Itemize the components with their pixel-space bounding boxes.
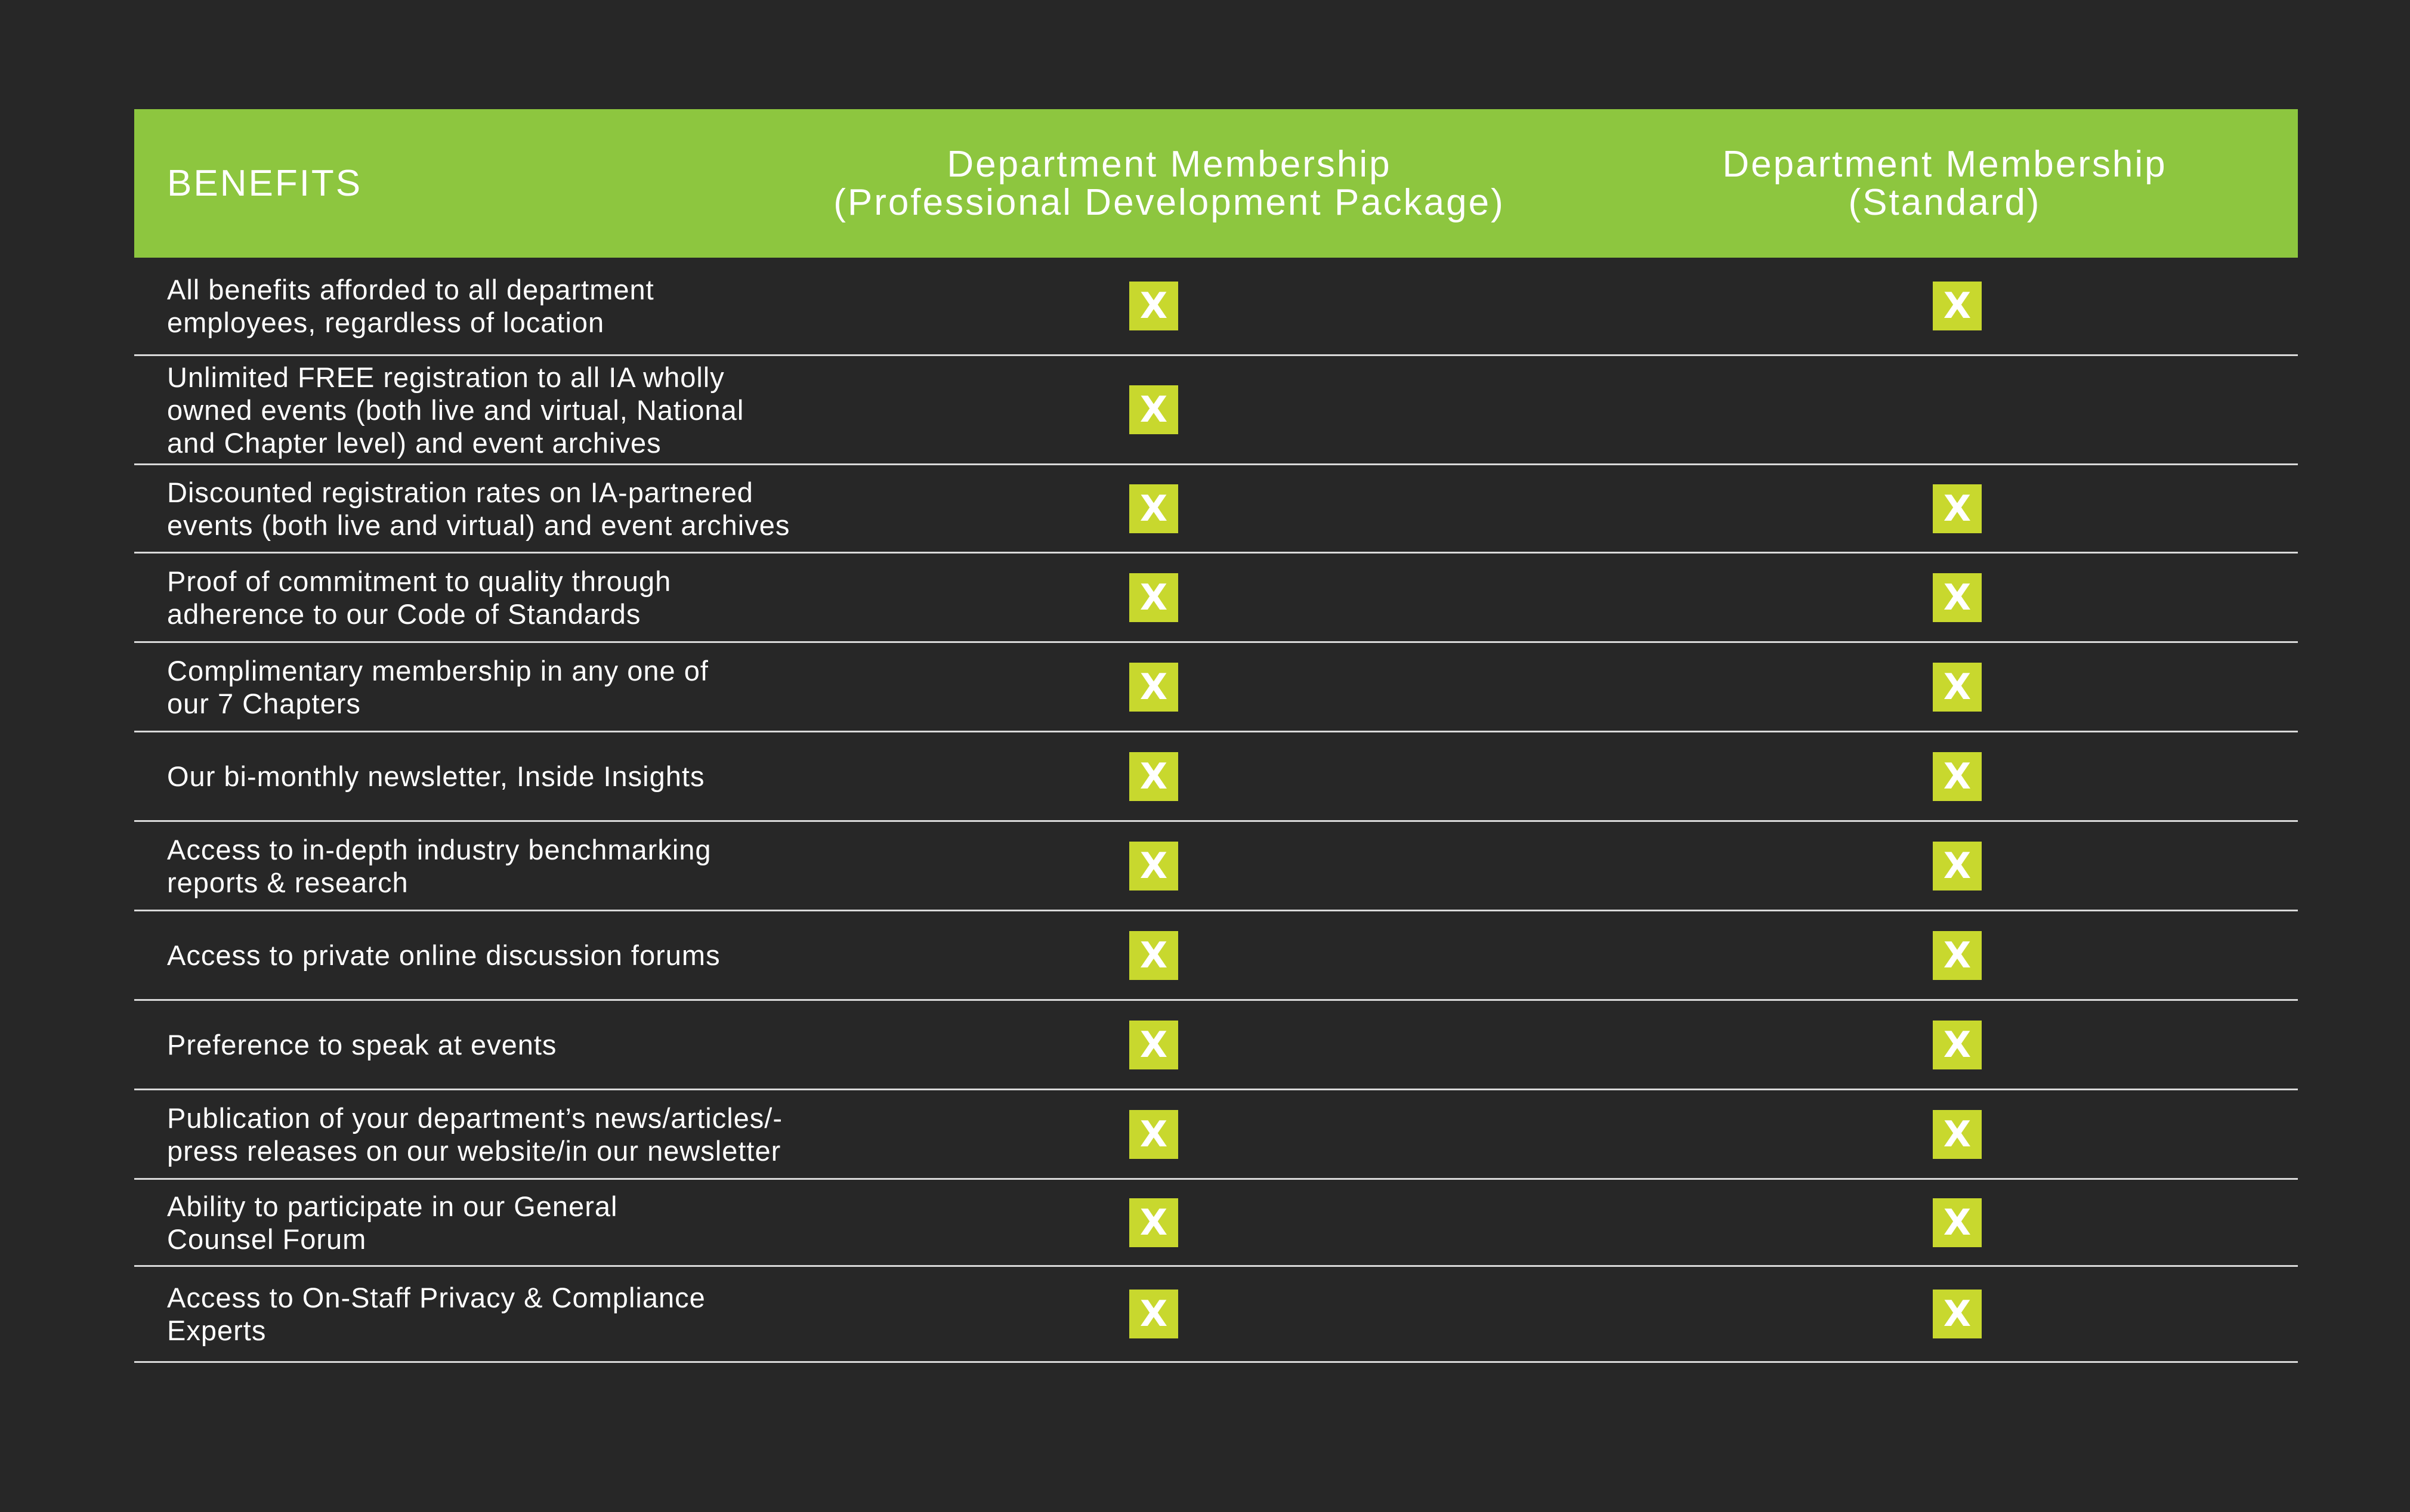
standard-check-icon: X — [1933, 842, 1982, 890]
table-row — [134, 1001, 2298, 1090]
header-benefits: BENEFITS — [167, 163, 363, 204]
standard-check-icon: X — [1933, 484, 1982, 533]
professional-check-icon: X — [1129, 1021, 1178, 1069]
table-row — [134, 1090, 2298, 1180]
professional-check-icon: X — [1129, 1198, 1178, 1247]
benefit-label-line: owned events (both live and virtual, National — [167, 394, 744, 426]
professional-check-icon: X — [1129, 1110, 1178, 1159]
benefit-label-line: Our bi-monthly newsletter, Inside Insights — [167, 760, 705, 792]
table-row — [134, 356, 2298, 465]
header-professional-column — [811, 109, 1527, 258]
standard-check-icon: X — [1933, 282, 1982, 330]
professional-check-icon: X — [1129, 842, 1178, 890]
benefit-label-line: adherence to our Code of Standards — [167, 598, 641, 630]
benefit-label-line: events (both live and virtual) and event archives — [167, 509, 790, 541]
table-row — [134, 258, 2298, 356]
benefit-label-line: press releases on our website/in our newsletter — [167, 1134, 781, 1167]
benefit-label — [167, 760, 853, 793]
benefit-label — [167, 1190, 853, 1256]
standard-check-icon: X — [1933, 931, 1982, 980]
table-row — [134, 1267, 2298, 1363]
benefit-label — [167, 273, 853, 339]
benefit-label — [167, 565, 853, 630]
benefit-label-line: Access to in-depth industry benchmarking — [167, 833, 712, 865]
benefit-label-line: Preference to speak at events — [167, 1029, 557, 1060]
benefit-label-line: Counsel Forum — [167, 1223, 367, 1255]
professional-check-icon: X — [1129, 752, 1178, 801]
header-professional-line2: (Professional Development Package) — [833, 181, 1505, 223]
professional-check-icon: X — [1129, 385, 1178, 434]
benefit-label — [167, 1102, 853, 1167]
professional-check-icon: X — [1129, 1290, 1178, 1338]
benefits-table — [134, 109, 2298, 1363]
benefit-label — [167, 476, 853, 542]
standard-check-icon: X — [1933, 752, 1982, 801]
benefit-label-line: Discounted registration rates on IA-partnered — [167, 476, 753, 508]
table-row — [134, 465, 2298, 554]
header-standard-line1: Department Membership — [1722, 143, 2167, 185]
benefit-label — [167, 939, 853, 972]
header-professional-line1: Department Membership — [947, 143, 1392, 185]
table-row — [134, 911, 2298, 1001]
benefit-label-line: Proof of commitment to quality through — [167, 565, 672, 597]
benefit-label-line: All benefits afforded to all department — [167, 274, 654, 305]
table-header — [134, 109, 2298, 258]
table-row — [134, 822, 2298, 911]
benefit-label — [167, 1281, 853, 1347]
benefit-label-line: reports & research — [167, 866, 409, 898]
header-standard-column — [1617, 109, 2273, 258]
table-row — [134, 732, 2298, 822]
table-row — [134, 554, 2298, 643]
professional-check-icon: X — [1129, 282, 1178, 330]
standard-check-icon: X — [1933, 573, 1982, 622]
benefit-label-line: Complimentary membership in any one of — [167, 654, 709, 687]
benefit-label-line: Unlimited FREE registration to all IA wholly — [167, 361, 725, 393]
benefit-label — [167, 1028, 853, 1061]
benefit-label-line: Ability to participate in our General — [167, 1190, 618, 1222]
standard-check-icon: X — [1933, 1110, 1982, 1159]
standard-check-icon: X — [1933, 1198, 1982, 1247]
header-standard-line2: (Standard) — [1848, 181, 2041, 223]
professional-check-icon: X — [1129, 484, 1178, 533]
benefit-label — [167, 833, 853, 899]
standard-check-icon: X — [1933, 663, 1982, 712]
benefit-label-line: Experts — [167, 1315, 267, 1346]
benefit-label-line: Access to On-Staff Privacy & Compliance — [167, 1282, 706, 1313]
professional-check-icon: X — [1129, 663, 1178, 712]
standard-check-icon: X — [1933, 1021, 1982, 1069]
table-row — [134, 643, 2298, 732]
benefit-label-line: and Chapter level) and event archives — [167, 426, 662, 459]
benefit-label — [167, 361, 853, 459]
professional-check-icon: X — [1129, 931, 1178, 980]
professional-check-icon: X — [1129, 573, 1178, 622]
benefit-label-line: employees, regardless of location — [167, 307, 605, 338]
benefit-label-line: Publication of your department’s news/articles/- — [167, 1102, 783, 1134]
table-body — [134, 258, 2298, 1363]
benefit-label-line: our 7 Chapters — [167, 687, 361, 719]
benefit-label-line: Access to private online discussion forums — [167, 939, 721, 971]
table-row — [134, 1180, 2298, 1267]
benefit-label — [167, 654, 853, 720]
standard-check-icon: X — [1933, 1290, 1982, 1338]
